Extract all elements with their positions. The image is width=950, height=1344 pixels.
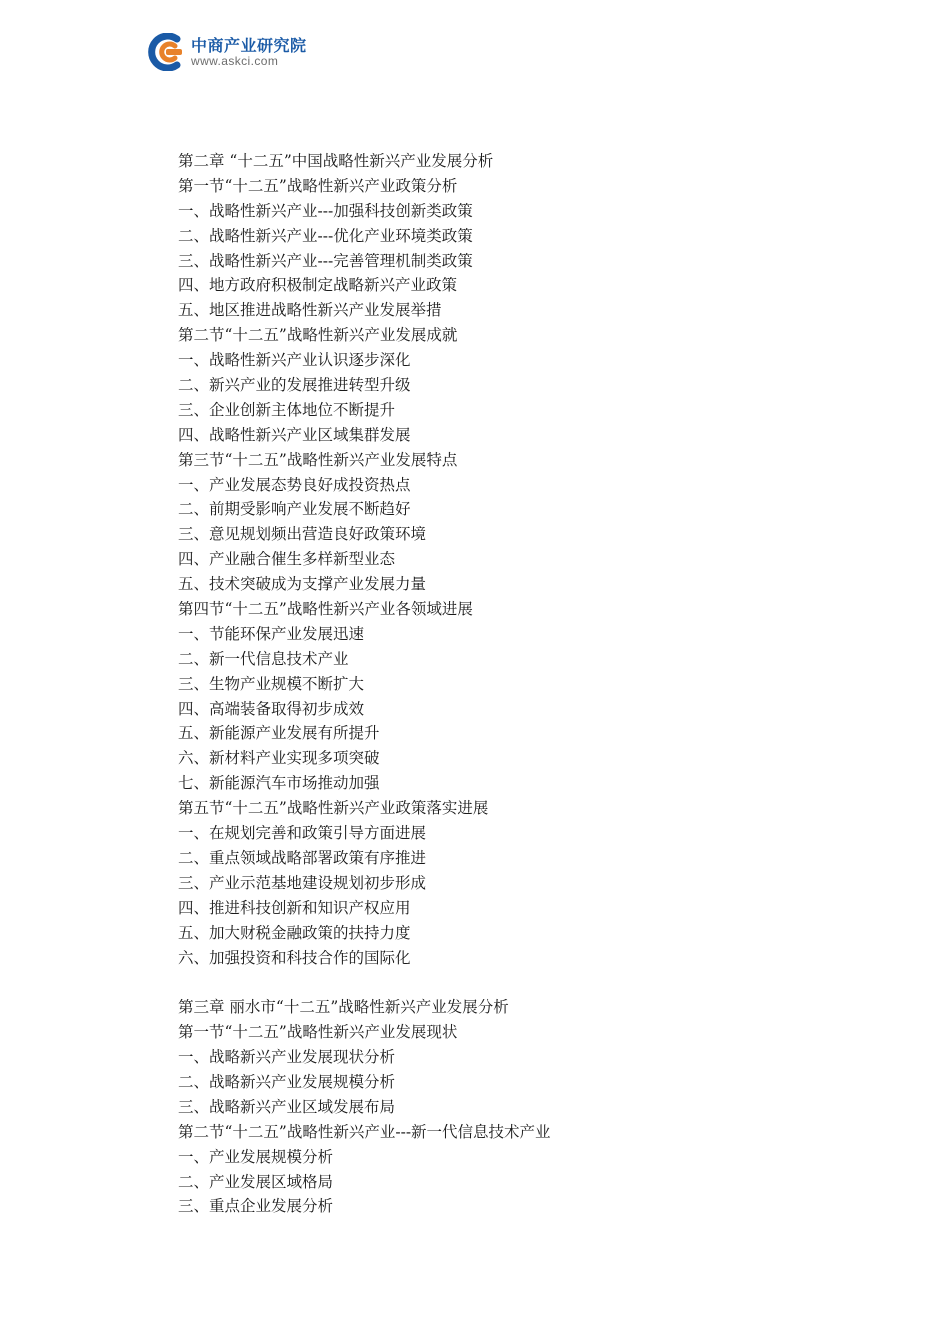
toc-line: 第三章 丽水市“十二五”战略性新兴产业发展分析 <box>178 998 509 1017</box>
toc-line: 一、战略新兴产业发展现状分析 <box>178 1048 396 1067</box>
toc-line: 三、意见规划频出营造良好政策环境 <box>178 525 427 544</box>
toc-line: 四、推进科技创新和知识产权应用 <box>178 898 411 917</box>
table-of-contents <box>178 149 878 1219</box>
toc-line: 五、加大财税金融政策的扶持力度 <box>178 923 411 942</box>
toc-line: 六、新材料产业实现多项突破 <box>178 749 380 768</box>
toc-line: 六、加强投资和科技合作的国际化 <box>178 948 411 967</box>
toc-line: 二、战略新兴产业发展规模分析 <box>178 1072 396 1091</box>
toc-line: 一、产业发展规模分析 <box>178 1147 334 1166</box>
toc-chapter-3 <box>178 995 878 1219</box>
toc-line: 三、企业创新主体地位不断提升 <box>178 400 396 419</box>
toc-line: 一、在规划完善和政策引导方面进展 <box>178 824 427 843</box>
toc-line: 第二节“十二五”战略性新兴产业---新一代信息技术产业 <box>178 1122 551 1141</box>
toc-line: 五、技术突破成为支撑产业发展力量 <box>178 575 427 594</box>
toc-line: 四、战略性新兴产业区域集群发展 <box>178 425 411 444</box>
toc-line: 三、产业示范基地建设规划初步形成 <box>178 873 427 892</box>
toc-line: 一、节能环保产业发展迅速 <box>178 624 365 643</box>
toc-line: 二、前期受影响产业发展不断趋好 <box>178 500 411 519</box>
toc-line: 五、新能源产业发展有所提升 <box>178 724 380 743</box>
toc-line: 四、高端装备取得初步成效 <box>178 699 365 718</box>
toc-line: 三、战略性新兴产业---完善管理机制类政策 <box>178 251 473 270</box>
toc-line: 二、重点领域战略部署政策有序推进 <box>178 848 427 867</box>
toc-line: 第一节“十二五”战略性新兴产业政策分析 <box>178 176 458 195</box>
toc-line: 五、地区推进战略性新兴产业发展举措 <box>178 301 442 320</box>
toc-line: 二、战略性新兴产业---优化产业环境类政策 <box>178 226 473 245</box>
toc-line: 一、产业发展态势良好成投资热点 <box>178 475 411 494</box>
toc-line: 四、产业融合催生多样新型业态 <box>178 550 396 569</box>
toc-line: 一、战略性新兴产业认识逐步深化 <box>178 351 411 370</box>
toc-line: 三、生物产业规模不断扩大 <box>178 674 365 693</box>
toc-line: 一、战略性新兴产业---加强科技创新类政策 <box>178 201 473 220</box>
toc-line: 第二节“十二五”战略性新兴产业发展成就 <box>178 326 458 345</box>
toc-line: 第五节“十二五”战略性新兴产业政策落实进展 <box>178 799 489 818</box>
logo-c-icon <box>147 33 187 71</box>
toc-line: 三、重点企业发展分析 <box>178 1197 334 1216</box>
toc-line: 第一节“十二五”战略性新兴产业发展现状 <box>178 1023 458 1042</box>
logo-company-name: 中商产业研究院 <box>191 35 307 55</box>
chapter-gap <box>178 970 878 995</box>
toc-line: 二、产业发展区域格局 <box>178 1172 334 1191</box>
toc-line: 四、地方政府积极制定战略新兴产业政策 <box>178 276 458 295</box>
company-logo <box>147 33 307 71</box>
toc-line: 七、新能源汽车市场推动加强 <box>178 774 380 793</box>
toc-line: 二、新一代信息技术产业 <box>178 649 349 668</box>
toc-line: 第四节“十二五”战略性新兴产业各领域进展 <box>178 600 473 619</box>
logo-website-url: www.askci.com <box>191 53 279 68</box>
toc-line: 三、战略新兴产业区域发展布局 <box>178 1097 396 1116</box>
toc-line: 第三节“十二五”战略性新兴产业发展特点 <box>178 450 458 469</box>
toc-line: 二、新兴产业的发展推进转型升级 <box>178 376 411 395</box>
toc-line: 第二章 “十二五”中国战略性新兴产业发展分析 <box>178 152 494 170</box>
toc-chapter-2 <box>178 149 878 970</box>
